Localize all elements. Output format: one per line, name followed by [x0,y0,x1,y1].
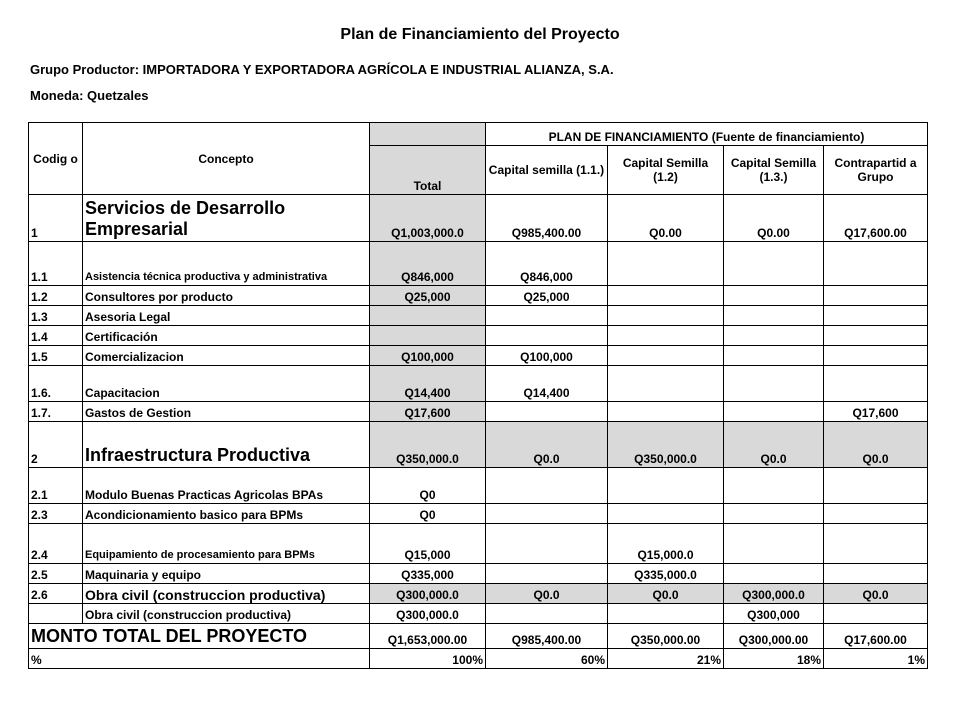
row-cs13: Q300,000.0 [724,584,824,604]
header-concepto: Concepto [83,123,370,195]
row-cs11 [486,306,608,326]
row-cs13 [724,468,824,504]
row-cs12 [608,366,724,402]
row-total: Q1,003,000.0 [370,195,486,242]
table-row [29,422,928,468]
row-concepto: Capacitacion [83,366,370,402]
row-code [29,604,83,624]
row-concepto: Modulo Buenas Practicas Agricolas BPAs [83,468,370,504]
row-code: 1.7. [29,402,83,422]
row-total: Q14,400 [370,366,486,402]
table-row [29,504,928,524]
row-contra [824,524,928,564]
table-row [29,402,928,422]
table-row [29,286,928,306]
row-cs13: Q0.00 [724,195,824,242]
row-code: 2.3 [29,504,83,524]
row-total: Q15,000 [370,524,486,564]
row-contra [824,504,928,524]
row-cs11 [486,326,608,346]
row-cs12 [608,306,724,326]
row-cs12 [608,604,724,624]
row-concepto: Obra civil (construccion productiva) [83,584,370,604]
row-contra [824,306,928,326]
row-code: 1.2 [29,286,83,306]
total-total: Q1,653,000.00 [370,624,486,649]
row-cs12 [608,402,724,422]
row-code: 1.4 [29,326,83,346]
row-contra [824,468,928,504]
row-code: 1 [29,195,83,242]
row-total [370,306,486,326]
pct-cs13: 18% [724,649,824,669]
row-cs13 [724,326,824,346]
row-cs11: Q100,000 [486,346,608,366]
row-cs12 [608,504,724,524]
row-cs11: Q846,000 [486,242,608,286]
row-cs13 [724,504,824,524]
row-cs11: Q985,400.00 [486,195,608,242]
row-code: 1.6. [29,366,83,402]
row-concepto: Asesoria Legal [83,306,370,326]
header-codigo: Codig o [29,123,83,195]
total-cs11: Q985,400.00 [486,624,608,649]
row-concepto: Infraestructura Productiva [83,422,370,468]
row-total: Q25,000 [370,286,486,306]
row-cs12: Q15,000.0 [608,524,724,564]
row-cs13: Q300,000 [724,604,824,624]
row-cs13 [724,366,824,402]
header-blank [370,123,486,146]
row-total: Q350,000.0 [370,422,486,468]
pct-label: % [29,649,370,669]
row-cs12 [608,326,724,346]
row-cs12: Q350,000.0 [608,422,724,468]
pct-total: 100% [370,649,486,669]
total-contra: Q17,600.00 [824,624,928,649]
page-title: Plan de Financiamiento del Proyecto [340,26,620,43]
table-row [29,468,928,504]
row-cs11 [486,564,608,584]
row-code: 2.6 [29,584,83,604]
row-concepto: Maquinaria y equipo [83,564,370,584]
table-row [29,326,928,346]
header-cs11: Capital semilla (1.1.) [486,146,608,195]
row-cs13 [724,524,824,564]
row-cs12 [608,346,724,366]
header-plan: PLAN DE FINANCIAMIENTO (Fuente de financiamiento) [486,123,928,146]
row-total [370,326,486,346]
row-cs11 [486,402,608,422]
row-cs11: Q25,000 [486,286,608,306]
table-row [29,524,928,564]
row-code: 1.3 [29,306,83,326]
row-total: Q335,000 [370,564,486,584]
row-contra [824,346,928,366]
row-cs13 [724,306,824,326]
row-cs11 [486,524,608,564]
row-cs12: Q0.0 [608,584,724,604]
row-cs13 [724,564,824,584]
row-concepto: Consultores por producto [83,286,370,306]
row-contra [824,366,928,402]
row-contra [824,242,928,286]
row-cs11 [486,604,608,624]
row-cs13 [724,346,824,366]
header-contrapartida: Contrapartid a Grupo [824,146,928,195]
moneda: Moneda: Quetzales [30,88,149,103]
row-code: 1.5 [29,346,83,366]
row-concepto: Servicios de Desarrollo Empresarial [83,195,370,242]
table-row [29,584,928,604]
total-cs12: Q350,000.00 [608,624,724,649]
row-cs12: Q0.00 [608,195,724,242]
total-cs13: Q300,000.00 [724,624,824,649]
table-row [29,564,928,584]
row-concepto: Equipamiento de procesamiento para BPMs [83,524,370,564]
row-contra: Q17,600 [824,402,928,422]
financing-table [28,122,928,669]
row-contra [824,564,928,584]
row-total: Q0 [370,468,486,504]
row-concepto: Gastos de Gestion [83,402,370,422]
row-total: Q300,000.0 [370,584,486,604]
row-total: Q100,000 [370,346,486,366]
row-code: 2 [29,422,83,468]
row-concepto: Asistencia técnica productiva y administrativa [83,242,370,286]
pct-cs11: 60% [486,649,608,669]
pct-contra: 1% [824,649,928,669]
total-label: MONTO TOTAL DEL PROYECTO [29,624,370,649]
row-cs13 [724,402,824,422]
row-total: Q300,000.0 [370,604,486,624]
row-code: 1.1 [29,242,83,286]
table-row [29,195,928,242]
table-row [29,346,928,366]
row-cs12 [608,468,724,504]
row-cs11: Q0.0 [486,584,608,604]
row-cs11: Q0.0 [486,422,608,468]
table-row [29,366,928,402]
row-contra [824,604,928,624]
row-contra [824,326,928,346]
grupo-productor: Grupo Productor: IMPORTADORA Y EXPORTADORA AGRÍCOLA E INDUSTRIAL ALIANZA, S.A. [30,62,614,77]
row-cs11 [486,468,608,504]
header-total: Total [370,146,486,195]
row-cs13 [724,242,824,286]
row-cs12 [608,242,724,286]
row-total: Q17,600 [370,402,486,422]
table-row [29,242,928,286]
row-concepto: Obra civil (construccion productiva) [83,604,370,624]
row-concepto: Acondicionamiento basico para BPMs [83,504,370,524]
row-concepto: Comercializacion [83,346,370,366]
row-code: 2.1 [29,468,83,504]
row-code: 2.5 [29,564,83,584]
row-contra: Q0.0 [824,422,928,468]
row-cs13: Q0.0 [724,422,824,468]
row-cs11: Q14,400 [486,366,608,402]
pct-cs12: 21% [608,649,724,669]
row-contra: Q0.0 [824,584,928,604]
table-row [29,604,928,624]
row-contra: Q17,600.00 [824,195,928,242]
row-cs13 [724,286,824,306]
row-total: Q0 [370,504,486,524]
row-total: Q846,000 [370,242,486,286]
header-cs13: Capital Semilla (1.3.) [724,146,824,195]
table-row [29,306,928,326]
row-code: 2.4 [29,524,83,564]
row-concepto: Certificación [83,326,370,346]
row-cs12: Q335,000.0 [608,564,724,584]
header-cs12: Capital Semilla (1.2) [608,146,724,195]
row-contra [824,286,928,306]
row-cs12 [608,286,724,306]
row-cs11 [486,504,608,524]
